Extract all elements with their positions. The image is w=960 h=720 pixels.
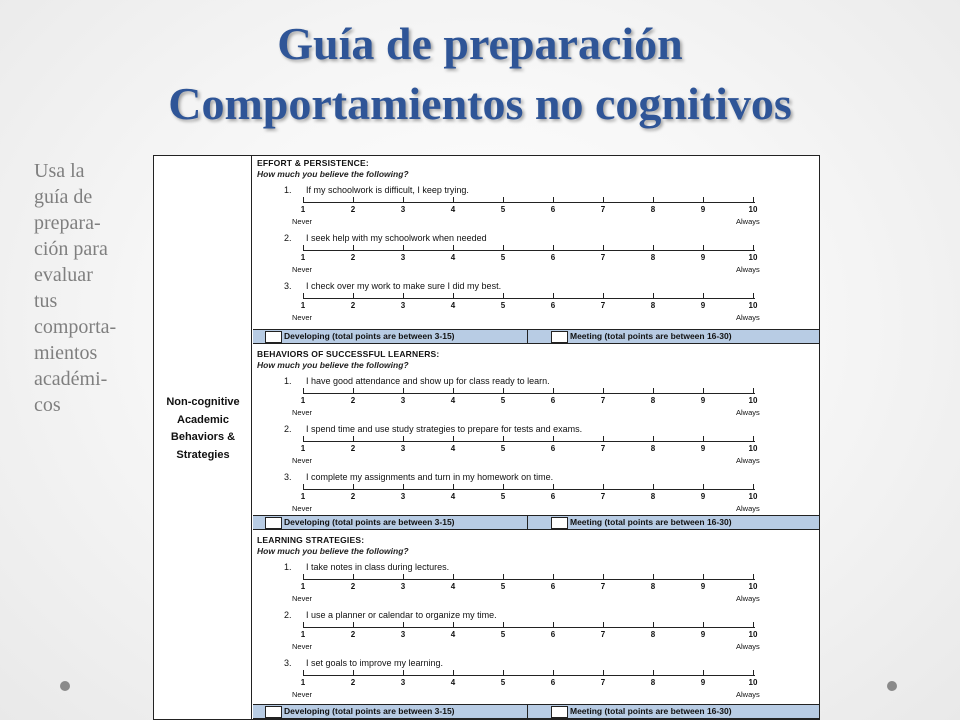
scale-number: 2 [350,205,356,214]
scale-tick[interactable] [403,293,404,299]
scale-high-label: Always [736,408,760,417]
scale-number: 1 [300,582,306,591]
question-text: I check over my work to make sure I did my best. [306,281,502,291]
scale-number: 9 [700,301,706,310]
scale-tick[interactable] [503,388,504,394]
developing-option[interactable] [253,705,527,718]
scale-tick[interactable] [503,670,504,676]
meeting-option[interactable] [527,516,820,529]
scale-high-label: Always [736,642,760,651]
scale-number: 1 [300,630,306,639]
scale-number: 3 [400,301,406,310]
scale-number: 4 [450,444,456,453]
scale-tick[interactable] [553,197,554,203]
scale-number: 1 [300,301,306,310]
meeting-label: Meeting (total points are between 16-30) [570,517,732,527]
scale-tick[interactable] [553,484,554,490]
scale-high-label: Always [736,690,760,699]
question-text: I set goals to improve my learning. [306,658,444,668]
scale-number: 2 [350,582,356,591]
scale-number: 7 [600,253,606,262]
scale-tick[interactable] [403,436,404,442]
scale-tick[interactable] [753,670,754,676]
scale-number: 2 [350,630,356,639]
developing-checkbox[interactable] [265,331,282,343]
scale-low-label: Never [292,642,313,651]
scale-number: 7 [600,630,606,639]
scale-number: 4 [450,582,456,591]
question-text: I use a planner or calendar to organize my time. [306,610,497,620]
scale-tick[interactable] [653,670,654,676]
question-number: 3. [284,658,292,668]
result-band [253,515,820,530]
scale-tick[interactable] [553,293,554,299]
question-text: I seek help with my schoolwork when needed [306,233,487,243]
scale-number: 8 [650,678,656,687]
scale-tick[interactable] [653,388,654,394]
scale-tick[interactable] [453,622,454,628]
scale-number: 5 [500,205,506,214]
developing-checkbox[interactable] [265,517,282,529]
scale-number: 4 [450,253,456,262]
scale-tick[interactable] [303,197,304,203]
scale-number: 8 [650,444,656,453]
scale-number: 6 [550,444,556,453]
scale-number: 8 [650,582,656,591]
scale-number: 2 [350,492,356,501]
scale-tick[interactable] [653,574,654,580]
scale-tick[interactable] [353,245,354,251]
scale-tick[interactable] [753,245,754,251]
scale-number: 3 [400,678,406,687]
scale-tick[interactable] [653,293,654,299]
question-item [253,233,820,281]
scale-number: 1 [300,396,306,405]
question-text: If my schoolwork is difficult, I keep trying. [306,185,469,195]
scale-tick[interactable] [353,293,354,299]
meeting-label: Meeting (total points are between 16-30) [570,331,732,341]
scale-tick[interactable] [553,388,554,394]
rating-scale-line [303,250,755,251]
developing-checkbox[interactable] [265,706,282,718]
question-text: I have good attendance and show up for class ready to learn. [306,376,550,386]
scale-tick[interactable] [503,574,504,580]
scale-number: 2 [350,678,356,687]
question-item [253,658,820,706]
scale-tick[interactable] [703,197,704,203]
question-number: 1. [284,376,292,386]
scale-tick[interactable] [603,245,604,251]
scale-number: 9 [700,492,706,501]
scale-number: 6 [550,582,556,591]
section-title: EFFORT & PERSISTENCE: [257,158,369,168]
question-item [253,185,820,233]
scale-number: 4 [450,205,456,214]
question-text: I complete my assignments and turn in my homework on time. [306,472,554,482]
scale-number: 6 [550,396,556,405]
scale-tick[interactable] [303,436,304,442]
scale-number: 7 [600,492,606,501]
scale-tick[interactable] [503,436,504,442]
scale-high-label: Always [736,313,760,322]
scale-tick[interactable] [403,388,404,394]
scale-tick[interactable] [303,574,304,580]
scale-number: 6 [550,253,556,262]
question-item [253,610,820,658]
scale-tick[interactable] [503,197,504,203]
category-label: Non-cognitive Academic Behaviors & Strategies [166,396,240,461]
scale-number: 5 [500,630,506,639]
question-number: 2. [284,610,292,620]
scale-number: 3 [400,396,406,405]
scale-number: 3 [400,444,406,453]
scale-number: 9 [700,396,706,405]
question-number: 1. [284,185,292,195]
result-band [253,329,820,344]
scale-number: 5 [500,678,506,687]
slide-title-line1: Guía de preparación [277,18,683,69]
scale-tick[interactable] [403,245,404,251]
scale-high-label: Always [736,594,760,603]
prev-dot-icon[interactable] [60,681,70,691]
question-text: I spend time and use study strategies to prepare for tests and exams. [306,424,583,434]
scale-tick[interactable] [753,388,754,394]
meeting-checkbox[interactable] [551,517,568,529]
scale-tick[interactable] [353,484,354,490]
developing-label: Developing (total points are between 3-15) [284,517,455,527]
question-item [253,376,820,424]
scale-tick[interactable] [703,622,704,628]
scale-tick[interactable] [653,436,654,442]
scale-number: 9 [700,630,706,639]
meeting-option[interactable] [527,705,820,718]
question-number: 3. [284,472,292,482]
scale-tick[interactable] [453,436,454,442]
scale-low-label: Never [292,408,313,417]
rating-scale-line [303,298,755,299]
scale-tick[interactable] [453,670,454,676]
scale-number: 9 [700,678,706,687]
scale-tick[interactable] [753,436,754,442]
scale-high-label: Always [736,217,760,226]
scale-number: 5 [500,492,506,501]
scale-tick[interactable] [703,245,704,251]
scale-number: 10 [748,205,758,214]
scale-number: 1 [300,678,306,687]
question-item [253,424,820,472]
scale-tick[interactable] [353,670,354,676]
scale-tick[interactable] [353,436,354,442]
scale-tick[interactable] [553,622,554,628]
meeting-label: Meeting (total points are between 16-30) [570,706,732,716]
scale-tick[interactable] [403,574,404,580]
scale-high-label: Always [736,504,760,513]
scale-number: 8 [650,396,656,405]
scale-number: 10 [748,678,758,687]
scale-tick[interactable] [703,293,704,299]
scale-tick[interactable] [703,436,704,442]
scale-tick[interactable] [653,484,654,490]
scale-number: 10 [748,630,758,639]
scale-number: 5 [500,253,506,262]
scale-tick[interactable] [503,293,504,299]
scale-number: 2 [350,301,356,310]
sidebar-description: Usa la guía de prepara- ción para evaluar tus comporta- mientos académi- cos [34,160,117,416]
scale-tick[interactable] [353,197,354,203]
scale-number: 7 [600,396,606,405]
scale-low-label: Never [292,217,313,226]
scale-tick[interactable] [303,670,304,676]
scale-number: 7 [600,582,606,591]
scale-number: 6 [550,630,556,639]
scale-number: 6 [550,678,556,687]
scale-low-label: Never [292,313,313,322]
developing-option[interactable] [253,516,527,529]
scale-tick[interactable] [403,622,404,628]
scale-number: 5 [500,396,506,405]
rating-scale-line [303,627,755,628]
scale-tick[interactable] [353,388,354,394]
scale-tick[interactable] [453,574,454,580]
scale-low-label: Never [292,456,313,465]
scale-tick[interactable] [603,622,604,628]
scale-number: 9 [700,444,706,453]
scale-tick[interactable] [753,484,754,490]
question-text: I take notes in class during lectures. [306,562,450,572]
scale-number: 8 [650,205,656,214]
scale-tick[interactable] [703,388,704,394]
scale-number: 5 [500,301,506,310]
scale-tick[interactable] [703,670,704,676]
rating-scale-line [303,489,755,490]
scale-tick[interactable] [553,245,554,251]
scale-number: 2 [350,444,356,453]
scale-number: 10 [748,444,758,453]
scale-low-label: Never [292,504,313,513]
scale-tick[interactable] [753,574,754,580]
scale-number: 5 [500,444,506,453]
meeting-checkbox[interactable] [551,331,568,343]
scale-number: 2 [350,396,356,405]
scale-number: 8 [650,630,656,639]
scale-number: 6 [550,301,556,310]
scale-tick[interactable] [403,670,404,676]
scale-tick[interactable] [553,436,554,442]
scale-tick[interactable] [303,622,304,628]
rating-scale-line [303,202,755,203]
scale-low-label: Never [292,690,313,699]
scale-tick[interactable] [303,245,304,251]
scale-tick[interactable] [503,484,504,490]
scale-number: 1 [300,205,306,214]
scale-tick[interactable] [453,197,454,203]
question-item [253,562,820,610]
scale-tick[interactable] [353,574,354,580]
question-item [253,281,820,329]
scale-number: 8 [650,301,656,310]
rating-scale-line [303,579,755,580]
scale-number: 9 [700,253,706,262]
scale-number: 2 [350,253,356,262]
scale-tick[interactable] [653,622,654,628]
scale-tick[interactable] [303,293,304,299]
scale-tick[interactable] [403,197,404,203]
question-number: 2. [284,424,292,434]
scale-number: 9 [700,582,706,591]
scale-number: 3 [400,582,406,591]
scale-tick[interactable] [753,622,754,628]
question-number: 1. [284,562,292,572]
scale-tick[interactable] [553,670,554,676]
scale-number: 1 [300,444,306,453]
scale-number: 10 [748,582,758,591]
scale-number: 10 [748,396,758,405]
scale-tick[interactable] [553,574,554,580]
slide-title-line2: Comportamientos no cognitivos [168,78,792,129]
scale-number: 7 [600,678,606,687]
scale-tick[interactable] [603,436,604,442]
scale-number: 10 [748,253,758,262]
section-subtitle: How much you believe the following? [257,360,409,370]
meeting-option[interactable] [527,330,820,343]
meeting-checkbox[interactable] [551,706,568,718]
scale-number: 3 [400,630,406,639]
scale-number: 10 [748,301,758,310]
section-title: BEHAVIORS OF SUCCESSFUL LEARNERS: [257,349,440,359]
scale-tick[interactable] [603,484,604,490]
scale-tick[interactable] [653,245,654,251]
scale-tick[interactable] [453,293,454,299]
scale-number: 8 [650,492,656,501]
scale-tick[interactable] [603,388,604,394]
scale-low-label: Never [292,594,313,603]
category-column [154,156,252,720]
scale-number: 4 [450,678,456,687]
scale-number: 10 [748,492,758,501]
scale-number: 3 [400,253,406,262]
scale-number: 7 [600,444,606,453]
scale-number: 3 [400,205,406,214]
scale-number: 7 [600,205,606,214]
worksheet-image [153,155,820,720]
rating-scale-line [303,393,755,394]
scale-tick[interactable] [703,574,704,580]
question-number: 3. [284,281,292,291]
section-subtitle: How much you believe the following? [257,169,409,179]
worksheet-content [253,156,820,720]
scale-tick[interactable] [603,670,604,676]
scale-number: 4 [450,396,456,405]
slide-title [0,14,960,134]
scale-number: 6 [550,205,556,214]
scale-tick[interactable] [403,484,404,490]
scale-tick[interactable] [453,388,454,394]
scale-number: 4 [450,301,456,310]
scale-tick[interactable] [753,293,754,299]
scale-number: 3 [400,492,406,501]
scale-tick[interactable] [453,245,454,251]
scale-number: 7 [600,301,606,310]
scale-number: 4 [450,492,456,501]
scale-number: 5 [500,582,506,591]
scale-tick[interactable] [303,388,304,394]
scale-tick[interactable] [353,622,354,628]
scale-number: 9 [700,205,706,214]
developing-label: Developing (total points are between 3-15) [284,331,455,341]
scale-high-label: Always [736,456,760,465]
scale-tick[interactable] [503,245,504,251]
developing-label: Developing (total points are between 3-15) [284,706,455,716]
scale-tick[interactable] [603,293,604,299]
next-dot-icon[interactable] [887,681,897,691]
scale-number: 4 [450,630,456,639]
scale-tick[interactable] [653,197,654,203]
rating-scale-line [303,441,755,442]
scale-high-label: Always [736,265,760,274]
scale-tick[interactable] [503,622,504,628]
section-subtitle: How much you believe the following? [257,546,409,556]
result-band [253,704,820,719]
scale-number: 1 [300,253,306,262]
question-number: 2. [284,233,292,243]
scale-tick[interactable] [453,484,454,490]
scale-number: 6 [550,492,556,501]
question-item [253,472,820,520]
scale-tick[interactable] [603,197,604,203]
scale-tick[interactable] [303,484,304,490]
scale-number: 8 [650,253,656,262]
scale-low-label: Never [292,265,313,274]
section-title: LEARNING STRATEGIES: [257,535,365,545]
developing-option[interactable] [253,330,527,343]
scale-tick[interactable] [753,197,754,203]
scale-number: 1 [300,492,306,501]
rating-scale-line [303,675,755,676]
scale-tick[interactable] [703,484,704,490]
scale-tick[interactable] [603,574,604,580]
